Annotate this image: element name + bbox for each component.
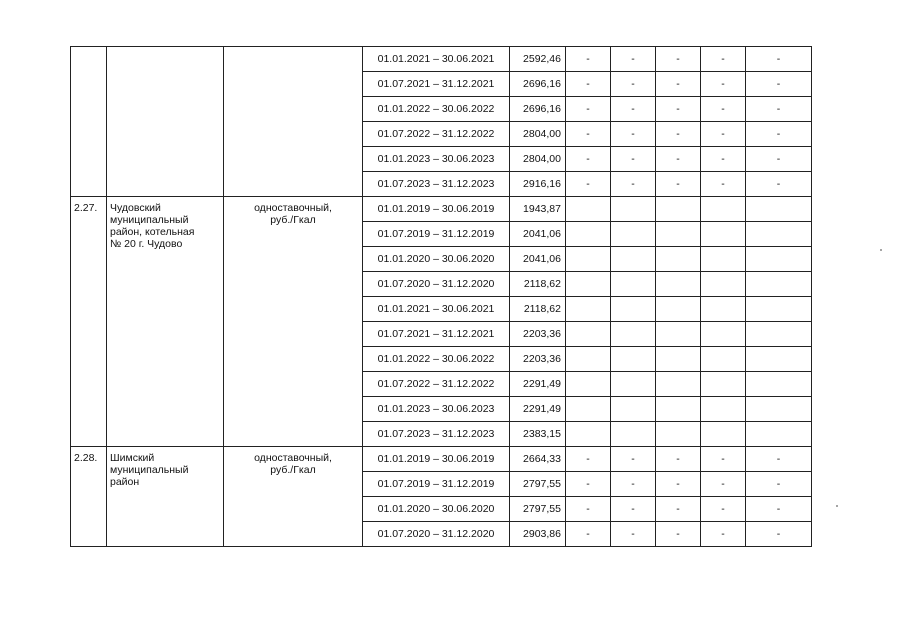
entry-name-line: Шимский xyxy=(110,452,155,464)
empty-cell xyxy=(701,272,746,297)
empty-cell xyxy=(566,322,611,347)
empty-cell xyxy=(746,222,812,247)
period-cell: 01.07.2021 – 31.12.2021 xyxy=(363,72,510,97)
dash-cell: - xyxy=(611,522,656,547)
table-row xyxy=(71,47,812,72)
empty-cell xyxy=(611,247,656,272)
dash-cell: - xyxy=(566,72,611,97)
dash-cell: - xyxy=(746,172,812,197)
dash-cell: - xyxy=(566,122,611,147)
empty-cell xyxy=(566,297,611,322)
tariff-value-cell: 2696,16 xyxy=(510,72,566,97)
tariff-value-cell: 2916,16 xyxy=(510,172,566,197)
tariff-value-cell: 1943,87 xyxy=(510,197,566,222)
dash-cell: - xyxy=(701,147,746,172)
empty-cell xyxy=(746,422,812,447)
dash-cell: - xyxy=(566,172,611,197)
empty-cell xyxy=(566,222,611,247)
dash-cell: - xyxy=(611,97,656,122)
dash-cell: - xyxy=(566,447,611,472)
empty-cell xyxy=(611,222,656,247)
scan-speck xyxy=(836,505,838,507)
dash-cell: - xyxy=(566,97,611,122)
empty-cell xyxy=(701,247,746,272)
dash-cell: - xyxy=(701,122,746,147)
dash-cell: - xyxy=(701,447,746,472)
dash-cell: - xyxy=(656,47,701,72)
dash-cell: - xyxy=(746,447,812,472)
dash-cell: - xyxy=(656,147,701,172)
entry-name-line: Чудовский xyxy=(110,202,161,214)
empty-cell xyxy=(566,397,611,422)
empty-cell xyxy=(656,397,701,422)
period-cell: 01.07.2023 – 31.12.2023 xyxy=(363,422,510,447)
empty-cell xyxy=(701,372,746,397)
entry-number: 2.27. xyxy=(71,197,107,447)
dash-cell: - xyxy=(611,122,656,147)
empty-cell xyxy=(746,197,812,222)
empty-cell xyxy=(566,247,611,272)
empty-cell xyxy=(656,197,701,222)
tariff-value-cell: 2592,46 xyxy=(510,47,566,72)
scan-speck xyxy=(880,249,882,251)
dash-cell: - xyxy=(701,97,746,122)
empty-cell xyxy=(656,297,701,322)
tariff-value-cell: 2291,49 xyxy=(510,372,566,397)
tariff-type xyxy=(224,447,363,547)
period-cell: 01.01.2023 – 30.06.2023 xyxy=(363,397,510,422)
dash-cell: - xyxy=(701,172,746,197)
table-row xyxy=(71,197,812,222)
empty-cell xyxy=(701,322,746,347)
tariff-value-cell: 2664,33 xyxy=(510,447,566,472)
tariff-type xyxy=(224,197,363,447)
empty-cell xyxy=(656,222,701,247)
entry-name-line: район, котельная xyxy=(110,226,195,238)
dash-cell: - xyxy=(611,47,656,72)
empty-cell xyxy=(611,297,656,322)
empty-cell xyxy=(656,372,701,397)
period-cell: 01.01.2020 – 30.06.2020 xyxy=(363,247,510,272)
dash-cell: - xyxy=(611,447,656,472)
dash-cell: - xyxy=(656,522,701,547)
dash-cell: - xyxy=(701,72,746,97)
period-cell: 01.01.2019 – 30.06.2019 xyxy=(363,197,510,222)
tariff-value-cell: 2804,00 xyxy=(510,147,566,172)
dash-cell: - xyxy=(701,472,746,497)
dash-cell: - xyxy=(746,497,812,522)
dash-cell: - xyxy=(746,147,812,172)
dash-cell: - xyxy=(656,497,701,522)
dash-cell: - xyxy=(566,47,611,72)
period-cell: 01.01.2021 – 30.06.2021 xyxy=(363,47,510,72)
tariff-value-cell: 2797,55 xyxy=(510,472,566,497)
dash-cell: - xyxy=(611,497,656,522)
period-cell: 01.01.2020 – 30.06.2020 xyxy=(363,497,510,522)
dash-cell: - xyxy=(746,522,812,547)
tariff-type-line: руб./Гкал xyxy=(270,464,316,476)
period-cell: 01.07.2021 – 31.12.2021 xyxy=(363,322,510,347)
dash-cell: - xyxy=(656,447,701,472)
entry-name xyxy=(107,447,224,547)
empty-cell xyxy=(701,297,746,322)
empty-cell xyxy=(566,422,611,447)
tariff-value-cell: 2203,36 xyxy=(510,347,566,372)
empty-cell xyxy=(701,422,746,447)
dash-cell: - xyxy=(746,97,812,122)
dash-cell: - xyxy=(611,147,656,172)
empty-cell xyxy=(656,347,701,372)
empty-cell xyxy=(611,197,656,222)
empty-cell xyxy=(611,422,656,447)
dash-cell: - xyxy=(611,172,656,197)
tariff-type-line: руб./Гкал xyxy=(270,214,316,226)
dash-cell: - xyxy=(656,122,701,147)
period-cell: 01.01.2022 – 30.06.2022 xyxy=(363,97,510,122)
dash-cell: - xyxy=(656,172,701,197)
tariff-type-line: одноставочный, xyxy=(254,202,332,214)
dash-cell: - xyxy=(566,522,611,547)
dash-cell: - xyxy=(611,72,656,97)
dash-cell: - xyxy=(611,472,656,497)
tariff-value-cell: 2291,49 xyxy=(510,397,566,422)
dash-cell: - xyxy=(566,497,611,522)
empty-cell xyxy=(701,397,746,422)
empty-cell xyxy=(611,397,656,422)
dash-cell: - xyxy=(701,47,746,72)
dash-cell: - xyxy=(656,97,701,122)
period-cell: 01.01.2023 – 30.06.2023 xyxy=(363,147,510,172)
empty-cell xyxy=(701,197,746,222)
period-cell: 01.07.2022 – 31.12.2022 xyxy=(363,372,510,397)
entry-name-line: муниципальный xyxy=(110,464,189,476)
period-cell: 01.01.2019 – 30.06.2019 xyxy=(363,447,510,472)
tariff-value-cell: 2383,15 xyxy=(510,422,566,447)
dash-cell: - xyxy=(566,472,611,497)
empty-cell xyxy=(746,347,812,372)
dash-cell: - xyxy=(746,472,812,497)
tariff-value-cell: 2203,36 xyxy=(510,322,566,347)
empty-cell xyxy=(656,247,701,272)
empty-cell xyxy=(746,397,812,422)
empty-cell xyxy=(656,272,701,297)
period-cell: 01.01.2022 – 30.06.2022 xyxy=(363,347,510,372)
empty-cell xyxy=(746,272,812,297)
period-cell: 01.07.2019 – 31.12.2019 xyxy=(363,472,510,497)
entry-name-line: муниципальный xyxy=(110,214,189,226)
entry-name-line: № 20 г. Чудово xyxy=(110,238,183,250)
tariff-value-cell: 2118,62 xyxy=(510,297,566,322)
entry-name xyxy=(107,197,224,447)
empty-cell xyxy=(656,322,701,347)
tariff-type-line: одноставочный, xyxy=(254,452,332,464)
empty-cell xyxy=(611,347,656,372)
dash-cell: - xyxy=(656,472,701,497)
empty-cell xyxy=(746,372,812,397)
name-cell-continued xyxy=(107,47,224,197)
dash-cell: - xyxy=(656,72,701,97)
dash-cell: - xyxy=(746,47,812,72)
period-cell: 01.07.2023 – 31.12.2023 xyxy=(363,172,510,197)
tariff-value-cell: 2804,00 xyxy=(510,122,566,147)
period-cell: 01.07.2020 – 31.12.2020 xyxy=(363,522,510,547)
tariff-value-cell: 2903,86 xyxy=(510,522,566,547)
period-cell: 01.07.2022 – 31.12.2022 xyxy=(363,122,510,147)
tariff-value-cell: 2696,16 xyxy=(510,97,566,122)
dash-cell: - xyxy=(701,522,746,547)
dash-cell: - xyxy=(746,72,812,97)
period-cell: 01.07.2019 – 31.12.2019 xyxy=(363,222,510,247)
empty-cell xyxy=(566,197,611,222)
empty-cell xyxy=(566,272,611,297)
tariff-value-cell: 2797,55 xyxy=(510,497,566,522)
table-row xyxy=(71,447,812,472)
empty-cell xyxy=(656,422,701,447)
empty-cell xyxy=(701,347,746,372)
entry-name-line: район xyxy=(110,476,140,488)
empty-cell xyxy=(611,372,656,397)
empty-cell xyxy=(611,272,656,297)
tariff-value-cell: 2041,06 xyxy=(510,247,566,272)
empty-cell xyxy=(746,247,812,272)
dash-cell: - xyxy=(566,147,611,172)
empty-cell xyxy=(746,322,812,347)
tariff-value-cell: 2118,62 xyxy=(510,272,566,297)
dash-cell: - xyxy=(701,497,746,522)
tariff-table xyxy=(70,46,812,547)
tariff-type-cell-continued xyxy=(224,47,363,197)
tariff-value-cell: 2041,06 xyxy=(510,222,566,247)
entry-number: 2.28. xyxy=(71,447,107,547)
empty-cell xyxy=(566,372,611,397)
empty-cell xyxy=(611,322,656,347)
period-cell: 01.07.2020 – 31.12.2020 xyxy=(363,272,510,297)
empty-cell xyxy=(566,347,611,372)
empty-cell xyxy=(746,297,812,322)
period-cell: 01.01.2021 – 30.06.2021 xyxy=(363,297,510,322)
dash-cell: - xyxy=(746,122,812,147)
tariff-table-body xyxy=(71,47,812,547)
empty-cell xyxy=(701,222,746,247)
number-cell-continued xyxy=(71,47,107,197)
